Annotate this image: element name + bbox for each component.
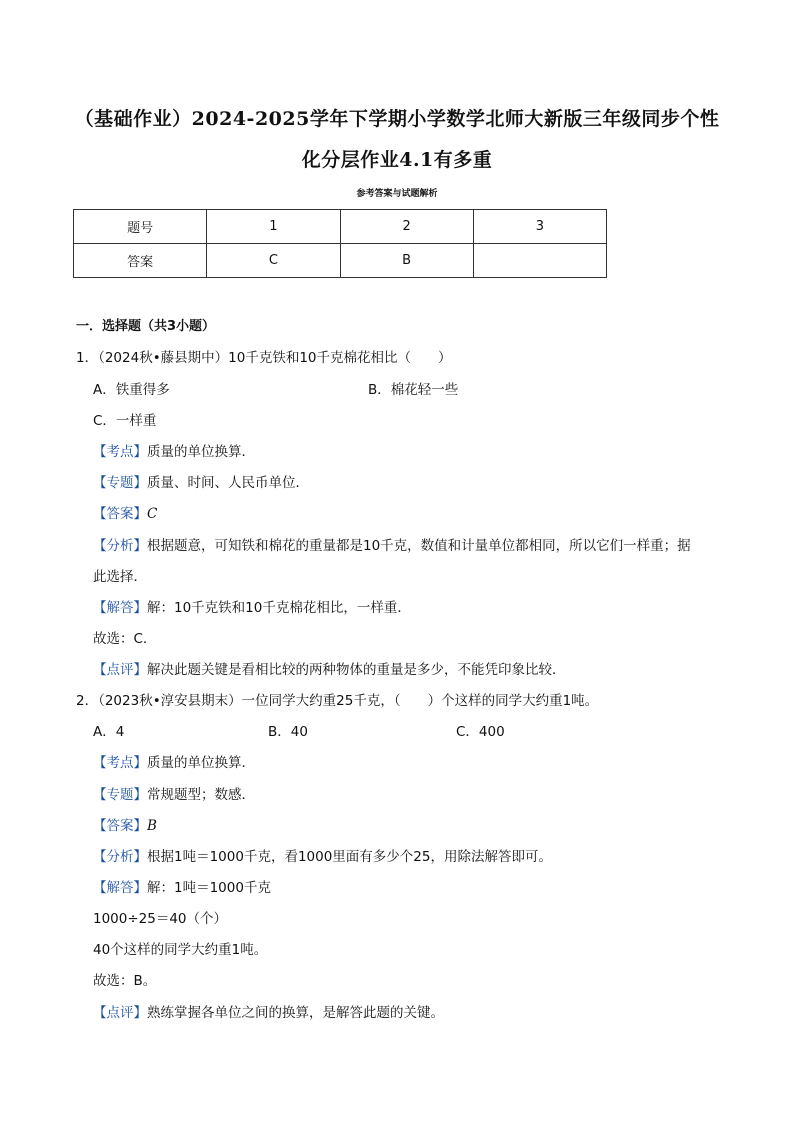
answer-table-answer-row: [74, 244, 607, 278]
question-2-comment: [93, 1004, 444, 1022]
section-heading: 一．选择题（共3小题）: [76, 319, 216, 334]
jieda-tag: 【解答】: [93, 600, 147, 616]
table-cell: 题号: [74, 210, 207, 244]
jieda-text: 解：10千克铁和10千克棉花相比，一样重．: [147, 600, 411, 616]
question-2-conclusion: 40个这样的同学大约重1吨。: [93, 942, 268, 958]
fenxi-text: 根据题意，可知铁和棉花的重量都是10千克，数值和计量单位都相同，所以它们一样重；据: [147, 538, 691, 554]
zhuanti-tag: 【专题】: [93, 787, 147, 803]
question-1-option-a: A．铁重得多: [93, 382, 170, 398]
table-cell: B: [340, 244, 473, 278]
question-1-zhuanti: [93, 474, 309, 492]
jieda-tag: 【解答】: [93, 880, 147, 896]
question-1-option-c: C．一样重: [93, 413, 157, 429]
kaodian-tag: 【考点】: [93, 444, 147, 460]
question-2-zhuanti: [93, 786, 255, 804]
zhuanti-text: 质量、时间、人民币单位．: [147, 475, 309, 491]
daan-tag: 【答案】: [93, 506, 147, 522]
dianping-tag: 【点评】: [93, 1005, 147, 1021]
table-cell: C: [207, 244, 340, 278]
dianping-text: 解决此题关键是看相比较的两种物体的重量是多少，不能凭印象比较．: [147, 662, 566, 678]
question-1-solution: [93, 599, 411, 617]
document-title-line-2: 化分层作业4.1有多重: [301, 149, 493, 171]
question-2-stem: 2．（2023秋•淳安县期末）一位同学大约重25千克，（ ）个这样的同学大约重1吨。: [76, 693, 599, 709]
kaodian-text: 质量的单位换算．: [147, 755, 255, 771]
fenxi-tag: 【分析】: [93, 538, 147, 554]
kaodian-text: 质量的单位换算．: [147, 444, 255, 460]
question-1-analysis: [93, 537, 691, 555]
kaodian-tag: 【考点】: [93, 755, 147, 771]
question-2-answer: [93, 817, 157, 835]
zhuanti-tag: 【专题】: [93, 475, 147, 491]
daan-tag: 【答案】: [93, 818, 147, 834]
question-2-choice: 故选：B。: [93, 973, 157, 989]
jieda-text: 解：1吨＝1000千克: [147, 880, 271, 896]
dianping-text: 熟练掌握各单位之间的换算，是解答此题的关键。: [147, 1005, 444, 1021]
answer-table-header-row: [74, 210, 607, 244]
question-2-kaodian: [93, 754, 255, 772]
table-cell: [473, 244, 606, 278]
document-title-line-1: （基础作业）2024-2025学年下学期小学数学北师大新版三年级同步个性: [74, 108, 720, 130]
daan-text: C: [147, 506, 158, 522]
table-cell: 答案: [74, 244, 207, 278]
zhuanti-text: 常规题型；数感．: [147, 787, 255, 803]
question-1-comment: [93, 661, 566, 679]
question-1-kaodian: [93, 443, 255, 461]
question-2-analysis: [93, 848, 552, 866]
question-1-choice: 故选：C．: [93, 631, 157, 647]
question-1-stem: 1．（2024秋•藤县期中）10千克铁和10千克棉花相比（ ）: [76, 350, 452, 366]
question-2-option-a: A．4: [93, 724, 125, 740]
daan-text: B: [147, 818, 157, 834]
fenxi-tag: 【分析】: [93, 849, 147, 865]
answer-table: [73, 209, 607, 278]
dianping-tag: 【点评】: [93, 662, 147, 678]
question-2-solution: [93, 879, 271, 897]
table-cell: 1: [207, 210, 340, 244]
question-2-calculation: 1000÷25＝40（个）: [93, 911, 228, 927]
fenxi-text: 根据1吨＝1000千克，看1000里面有多少个25，用除法解答即可。: [147, 849, 552, 865]
question-1-option-b: B．棉花轻一些: [368, 382, 459, 398]
question-2-option-c: C．400: [456, 724, 505, 740]
question-1-answer: [93, 505, 157, 523]
table-cell: 3: [473, 210, 606, 244]
question-1-analysis-cont: 此选择．: [93, 569, 147, 585]
document-subtitle: 参考答案与试题解析: [356, 189, 438, 199]
question-2-option-b: B．40: [268, 724, 308, 740]
table-cell: 2: [340, 210, 473, 244]
